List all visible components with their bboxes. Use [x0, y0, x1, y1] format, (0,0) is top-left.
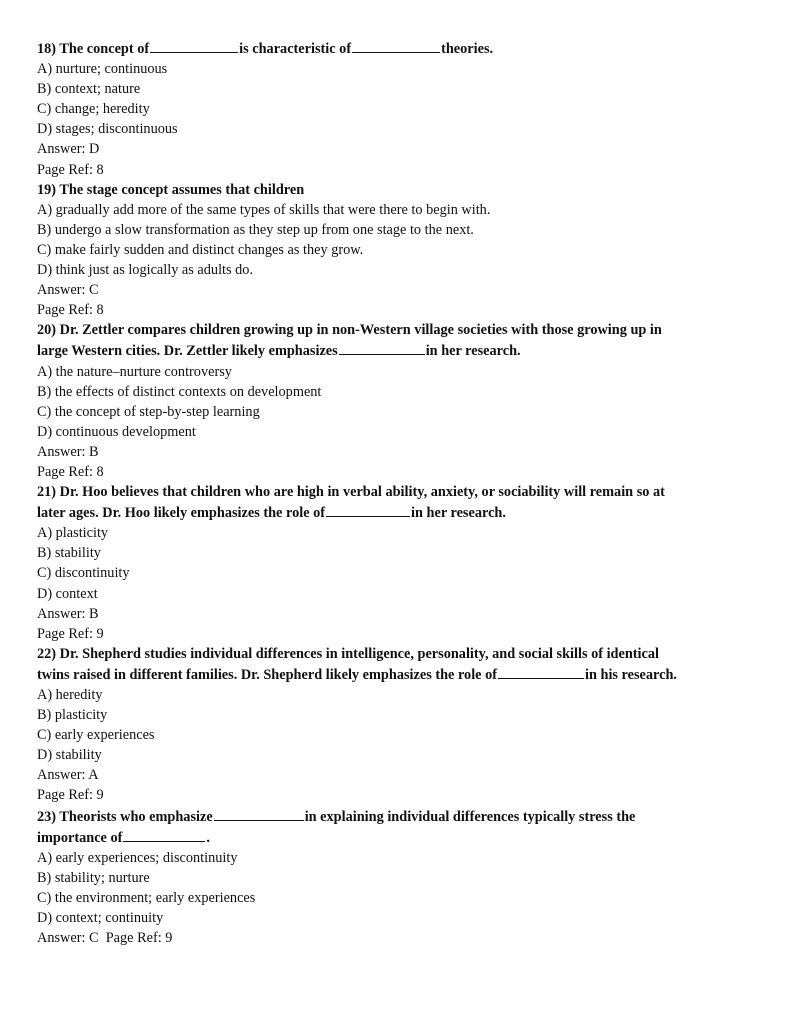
question-21-stem-line-1	[37, 482, 767, 502]
question-23-stem-line-2	[37, 827, 767, 848]
choice-b: B) stability; nurture	[37, 869, 150, 886]
choice-b: B) context; nature	[37, 81, 141, 98]
answer-blank	[352, 38, 440, 53]
answer-blank	[339, 340, 425, 355]
choice-b: B) undergo a slow transformation as they step up from one stage to the next.	[37, 221, 474, 238]
question-number: 23)	[37, 808, 57, 825]
stem-text: in his research.	[585, 666, 678, 683]
stem-text: later ages. Dr. Hoo likely emphasizes the role of	[37, 505, 326, 522]
choice-b: B) stability	[37, 545, 101, 562]
question-21-stem-line-2	[37, 502, 767, 523]
question-20-stem-line-2	[37, 340, 767, 361]
question-number: 18)	[37, 41, 57, 57]
stem-text: in her research.	[425, 343, 521, 360]
choice-c: C) change; heredity	[37, 101, 150, 118]
choice-a: A) plasticity	[37, 525, 109, 542]
question-number: 19)	[37, 181, 57, 198]
stem-text: is characteristic of	[239, 41, 352, 57]
answer-blank	[326, 502, 410, 517]
answer-blank	[123, 827, 205, 842]
choice-c: C) the concept of step-by-step learning	[37, 403, 260, 420]
choice-c: C) early experiences	[37, 727, 155, 744]
choice-a: A) the nature–nurture controversy	[37, 363, 232, 380]
question-23-stem-line-1	[37, 806, 767, 827]
answer-key: Answer: A	[37, 767, 99, 784]
answer-blank	[150, 38, 238, 53]
page-ref: Page Ref: 9	[37, 787, 104, 804]
stem-text: twins raised in different families. Dr. Shepherd likely emphasizes the role of	[37, 666, 497, 683]
choice-c: C) make fairly sudden and distinct changes as they grow.	[37, 241, 364, 258]
page-ref: Page Ref: 9	[37, 625, 104, 642]
answer-key: Answer: D	[37, 141, 100, 158]
question-18-stem	[37, 38, 767, 59]
choice-d: D) stability	[37, 747, 102, 764]
stem-text: in her research.	[411, 505, 506, 522]
choice-c: C) the environment; early experiences	[37, 889, 256, 906]
choice-b: B) the effects of distinct contexts on development	[37, 383, 322, 400]
question-19-stem	[37, 180, 767, 200]
question-22-stem-line-1	[37, 644, 767, 664]
stem-text: The concept of	[59, 41, 150, 57]
stem-text: The stage concept assumes that children	[59, 181, 305, 198]
choice-a: A) gradually add more of the same types of skills that were there to begin with.	[37, 201, 491, 218]
question-number: 20)	[37, 322, 57, 339]
choice-d: D) stages; discontinuous	[37, 121, 178, 138]
choice-d: D) continuous development	[37, 423, 196, 440]
stem-text: importance of	[37, 829, 123, 846]
answer-and-page-ref: Answer: C Page Ref: 9	[37, 930, 173, 947]
page-ref: Page Ref: 8	[37, 463, 104, 480]
question-number: 22)	[37, 645, 57, 662]
test-bank-page	[37, 38, 767, 948]
stem-text: Theorists who emphasize	[59, 808, 213, 825]
choice-a: A) early experiences; discontinuity	[37, 849, 238, 866]
answer-blank	[214, 806, 304, 821]
choice-d: D) context	[37, 585, 98, 602]
answer-key: Answer: B	[37, 605, 99, 622]
choice-a: A) nurture; continuous	[37, 61, 168, 78]
question-number: 21)	[37, 484, 57, 501]
stem-text: theories.	[441, 41, 494, 57]
stem-text: Dr. Hoo believes that children who are high in verbal ability, anxiety, or sociability will remain so at	[59, 484, 665, 501]
answer-key: Answer: C	[37, 282, 99, 299]
choice-c: C) discontinuity	[37, 565, 130, 582]
page-ref: Page Ref: 8	[37, 161, 104, 178]
choice-d: D) context; continuity	[37, 910, 164, 927]
answer-blank	[498, 664, 584, 679]
stem-text: large Western cities. Dr. Zettler likely emphasizes	[37, 343, 338, 360]
stem-text: Dr. Zettler compares children growing up in non-Western village societies with those growing up in	[59, 322, 662, 339]
choice-a: A) heredity	[37, 687, 103, 703]
answer-key: Answer: B	[37, 443, 99, 460]
stem-text: .	[206, 829, 210, 846]
choice-d: D) think just as logically as adults do.	[37, 262, 254, 279]
question-22-stem-line-2	[37, 664, 767, 685]
stem-text: in explaining individual differences typically stress the	[304, 808, 636, 825]
stem-text: Dr. Shepherd studies individual differences in intelligence, personality, and social skills of identical	[59, 645, 659, 662]
page-ref: Page Ref: 8	[37, 302, 104, 319]
choice-b: B) plasticity	[37, 707, 108, 724]
question-20-stem-line-1	[37, 320, 767, 340]
